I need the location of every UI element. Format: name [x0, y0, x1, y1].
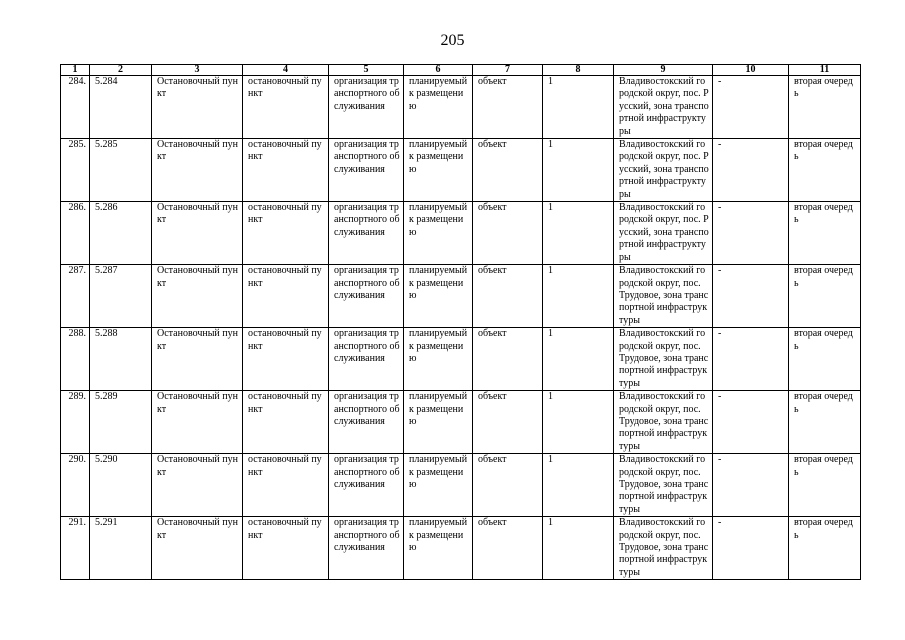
- stage-cell: вторая очередь: [789, 139, 861, 202]
- unit-cell: объект: [473, 328, 543, 391]
- object-status: планируемый к размещению: [404, 76, 473, 139]
- object-purpose: организация транспортного обслуживания: [329, 454, 404, 517]
- table-row: [61, 76, 861, 139]
- zone-cell: -: [713, 517, 789, 580]
- object-code: 5.291: [90, 517, 152, 580]
- object-type: остановочный пункт: [243, 265, 329, 328]
- stage-cell: вторая очередь: [789, 202, 861, 265]
- zone-cell: -: [713, 265, 789, 328]
- table-header: [61, 65, 861, 76]
- table-body: [61, 76, 861, 580]
- location-cell: Владивостокский городской округ, пос. Трудовое, зона транспортной инфраструктуры: [614, 328, 713, 391]
- object-status: планируемый к размещению: [404, 391, 473, 454]
- column-header-6: 6: [404, 65, 473, 76]
- object-status: планируемый к размещению: [404, 202, 473, 265]
- unit-cell: объект: [473, 454, 543, 517]
- row-number: 286.: [61, 202, 90, 265]
- object-type: остановочный пункт: [243, 391, 329, 454]
- column-header-11: 11: [789, 65, 861, 76]
- unit-cell: объект: [473, 139, 543, 202]
- objects-table: [60, 64, 861, 580]
- object-purpose: организация транспортного обслуживания: [329, 265, 404, 328]
- unit-cell: объект: [473, 391, 543, 454]
- object-code: 5.284: [90, 76, 152, 139]
- column-header-7: 7: [473, 65, 543, 76]
- object-code: 5.286: [90, 202, 152, 265]
- column-header-8: 8: [543, 65, 614, 76]
- stage-cell: вторая очередь: [789, 328, 861, 391]
- location-cell: Владивостокский городской округ, пос. Русский, зона транспортной инфраструктуры: [614, 139, 713, 202]
- stage-cell: вторая очередь: [789, 517, 861, 580]
- zone-cell: -: [713, 76, 789, 139]
- zone-cell: -: [713, 202, 789, 265]
- quantity-cell: 1: [543, 391, 614, 454]
- location-cell: Владивостокский городской округ, пос. Трудовое, зона транспортной инфраструктуры: [614, 391, 713, 454]
- object-name: Остановочный пункт: [152, 76, 243, 139]
- object-purpose: организация транспортного обслуживания: [329, 202, 404, 265]
- zone-cell: -: [713, 328, 789, 391]
- zone-cell: -: [713, 391, 789, 454]
- quantity-cell: 1: [543, 517, 614, 580]
- table-row: [61, 517, 861, 580]
- object-code: 5.288: [90, 328, 152, 391]
- object-code: 5.287: [90, 265, 152, 328]
- stage-cell: вторая очередь: [789, 265, 861, 328]
- table-row: [61, 454, 861, 517]
- object-name: Остановочный пункт: [152, 328, 243, 391]
- stage-cell: вторая очередь: [789, 454, 861, 517]
- unit-cell: объект: [473, 517, 543, 580]
- object-status: планируемый к размещению: [404, 328, 473, 391]
- object-status: планируемый к размещению: [404, 139, 473, 202]
- column-header-5: 5: [329, 65, 404, 76]
- object-name: Остановочный пункт: [152, 139, 243, 202]
- zone-cell: -: [713, 454, 789, 517]
- quantity-cell: 1: [543, 202, 614, 265]
- quantity-cell: 1: [543, 139, 614, 202]
- table-row: [61, 265, 861, 328]
- row-number: 290.: [61, 454, 90, 517]
- page-number: 205: [440, 32, 465, 49]
- object-status: планируемый к размещению: [404, 454, 473, 517]
- object-type: остановочный пункт: [243, 328, 329, 391]
- unit-cell: объект: [473, 265, 543, 328]
- column-header-9: 9: [614, 65, 713, 76]
- column-header-1: 1: [61, 65, 90, 76]
- header-row: [61, 65, 861, 76]
- object-type: остановочный пункт: [243, 76, 329, 139]
- object-code: 5.285: [90, 139, 152, 202]
- object-name: Остановочный пункт: [152, 202, 243, 265]
- object-name: Остановочный пункт: [152, 454, 243, 517]
- object-type: остановочный пункт: [243, 202, 329, 265]
- column-header-2: 2: [90, 65, 152, 76]
- object-name: Остановочный пункт: [152, 265, 243, 328]
- table-row: [61, 139, 861, 202]
- object-purpose: организация транспортного обслуживания: [329, 517, 404, 580]
- zone-cell: -: [713, 139, 789, 202]
- object-type: остановочный пункт: [243, 139, 329, 202]
- row-number: 291.: [61, 517, 90, 580]
- quantity-cell: 1: [543, 328, 614, 391]
- location-cell: Владивостокский городской округ, пос. Трудовое, зона транспортной инфраструктуры: [614, 517, 713, 580]
- row-number: 288.: [61, 328, 90, 391]
- row-number: 289.: [61, 391, 90, 454]
- column-header-4: 4: [243, 65, 329, 76]
- unit-cell: объект: [473, 202, 543, 265]
- object-code: 5.290: [90, 454, 152, 517]
- object-purpose: организация транспортного обслуживания: [329, 328, 404, 391]
- unit-cell: объект: [473, 76, 543, 139]
- column-header-10: 10: [713, 65, 789, 76]
- object-type: остановочный пункт: [243, 517, 329, 580]
- object-purpose: организация транспортного обслуживания: [329, 139, 404, 202]
- quantity-cell: 1: [543, 454, 614, 517]
- column-header-3: 3: [152, 65, 243, 76]
- stage-cell: вторая очередь: [789, 76, 861, 139]
- object-purpose: организация транспортного обслуживания: [329, 76, 404, 139]
- object-status: планируемый к размещению: [404, 517, 473, 580]
- object-name: Остановочный пункт: [152, 517, 243, 580]
- row-number: 284.: [61, 76, 90, 139]
- row-number: 285.: [61, 139, 90, 202]
- stage-cell: вторая очередь: [789, 391, 861, 454]
- object-status: планируемый к размещению: [404, 265, 473, 328]
- table-row: [61, 328, 861, 391]
- location-cell: Владивостокский городской округ, пос. Трудовое, зона транспортной инфраструктуры: [614, 454, 713, 517]
- row-number: 287.: [61, 265, 90, 328]
- quantity-cell: 1: [543, 265, 614, 328]
- table-row: [61, 391, 861, 454]
- object-purpose: организация транспортного обслуживания: [329, 391, 404, 454]
- location-cell: Владивостокский городской округ, пос. Русский, зона транспортной инфраструктуры: [614, 202, 713, 265]
- object-code: 5.289: [90, 391, 152, 454]
- quantity-cell: 1: [543, 76, 614, 139]
- object-type: остановочный пункт: [243, 454, 329, 517]
- location-cell: Владивостокский городской округ, пос. Трудовое, зона транспортной инфраструктуры: [614, 265, 713, 328]
- table-row: [61, 202, 861, 265]
- object-name: Остановочный пункт: [152, 391, 243, 454]
- location-cell: Владивостокский городской округ, пос. Русский, зона транспортной инфраструктуры: [614, 76, 713, 139]
